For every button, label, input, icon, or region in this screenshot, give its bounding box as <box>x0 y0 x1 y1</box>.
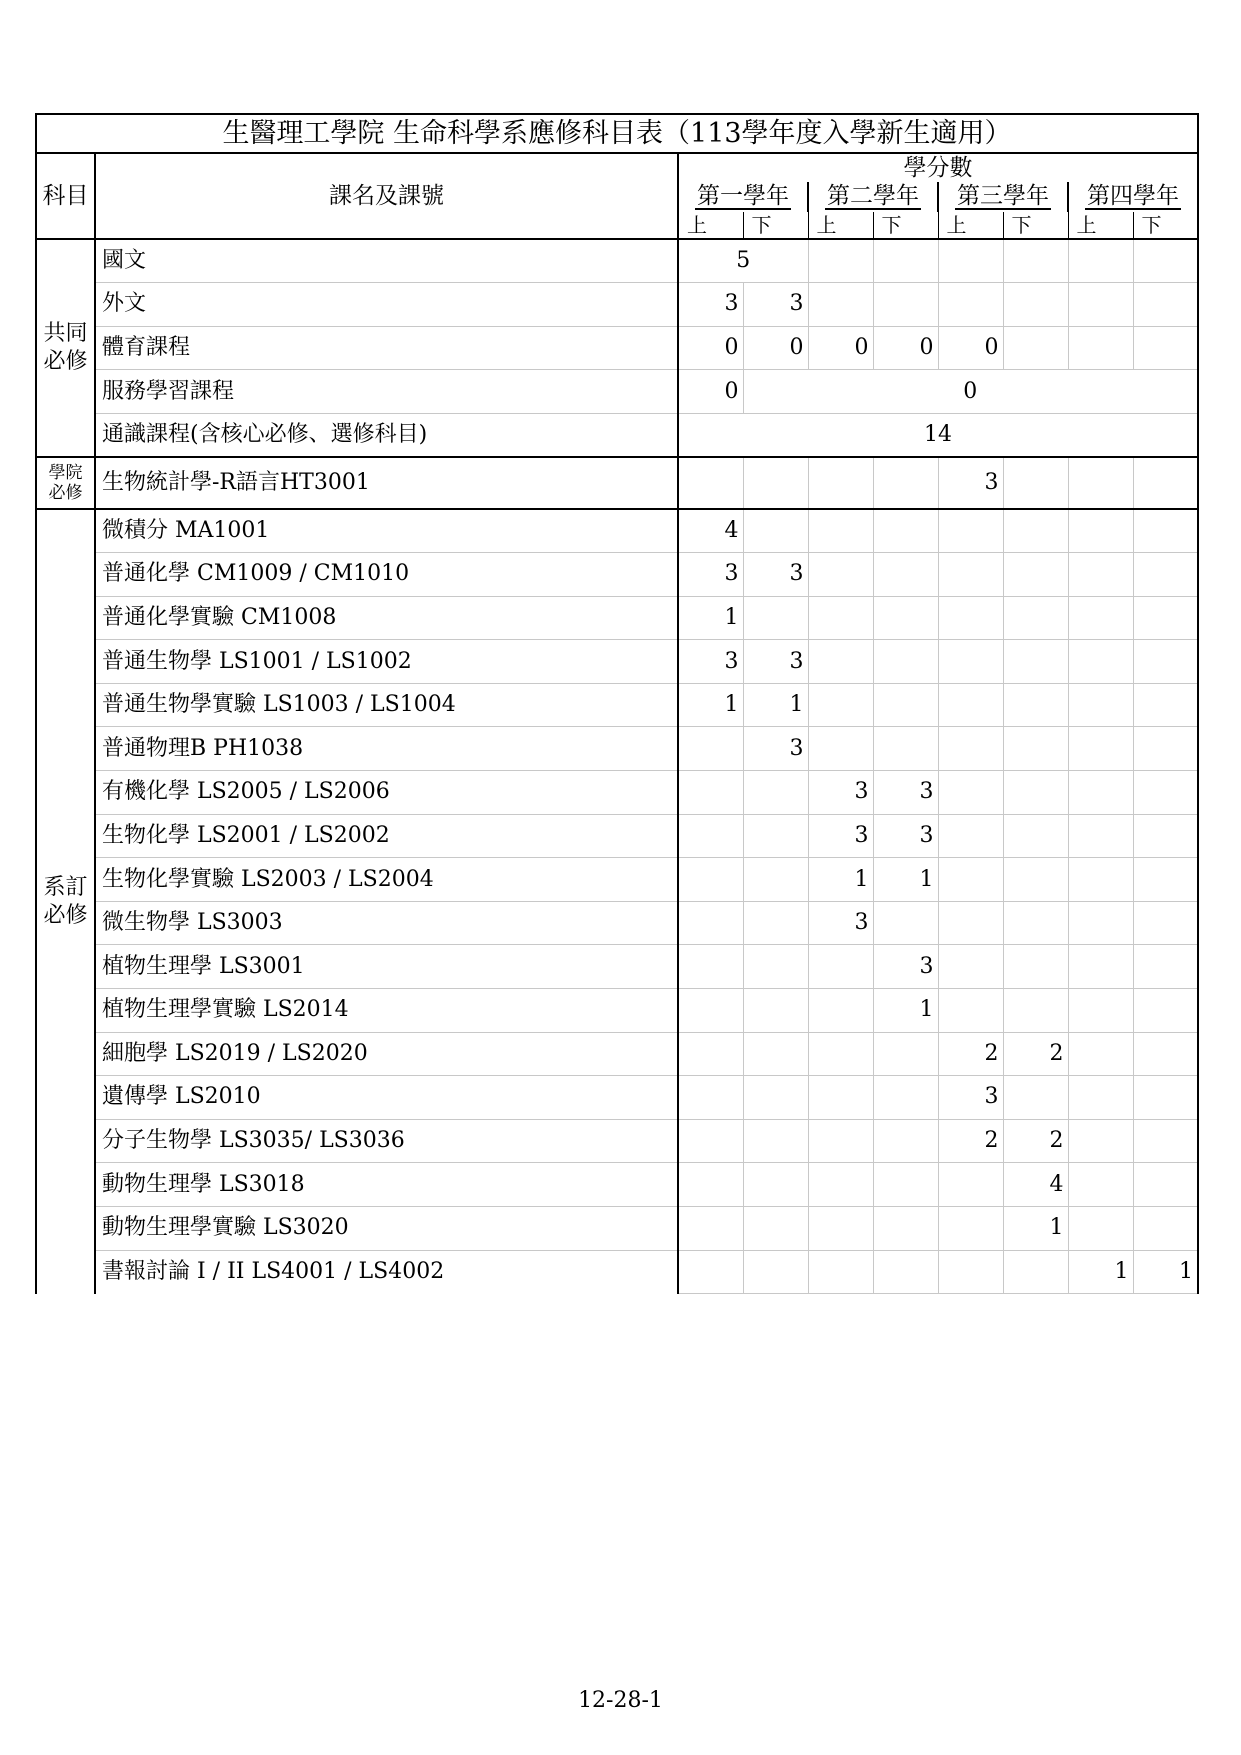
credit-cell: 0 <box>938 326 1003 370</box>
credit-cell <box>1003 1076 1068 1120</box>
credit-cell <box>808 727 873 771</box>
credit-cell <box>678 901 743 945</box>
course-name: 植物生理學 LS3001 <box>95 945 678 989</box>
course-name: 普通生物學 LS1001 / LS1002 <box>95 640 678 684</box>
credit-cell <box>1133 945 1198 989</box>
credit-cell <box>808 1163 873 1207</box>
credit-cell: 3 <box>743 553 808 597</box>
credit-cell <box>1133 1163 1198 1207</box>
credit-cell <box>1003 683 1068 727</box>
year-4-header: 第四學年 <box>1068 182 1198 212</box>
credit-cell <box>678 1163 743 1207</box>
course-name: 體育課程 <box>95 326 678 370</box>
credit-cell <box>873 640 938 684</box>
credit-cell <box>743 457 808 509</box>
course-name: 動物生理學 LS3018 <box>95 1163 678 1207</box>
course-name: 微積分 MA1001 <box>95 509 678 553</box>
credit-cell <box>938 1250 1003 1294</box>
credit-cell <box>938 1163 1003 1207</box>
table-row <box>36 640 1198 684</box>
year-2-header: 第二學年 <box>808 182 938 212</box>
table-row <box>36 945 1198 989</box>
credit-cell <box>938 771 1003 815</box>
credit-cell: 3 <box>808 771 873 815</box>
credit-cell <box>1068 596 1133 640</box>
credit-cell: 0 <box>678 370 743 414</box>
course-rows <box>36 239 1198 1294</box>
semester-header: 下 <box>1003 212 1068 239</box>
credit-cell <box>743 1032 808 1076</box>
year-3-header: 第三學年 <box>938 182 1068 212</box>
credit-cell <box>1068 814 1133 858</box>
credit-cell: 3 <box>873 771 938 815</box>
credit-cell <box>1068 509 1133 553</box>
credit-cell <box>1068 727 1133 771</box>
group-label-line: 學院 <box>48 462 83 483</box>
credit-cell <box>1003 553 1068 597</box>
credit-cell <box>1133 283 1198 327</box>
credit-cell <box>938 553 1003 597</box>
credit-cell <box>1133 683 1198 727</box>
course-name-column-header: 課名及課號 <box>95 153 678 239</box>
credit-cell: 1 <box>808 858 873 902</box>
credit-cell <box>1133 509 1198 553</box>
credit-cell <box>938 1206 1003 1250</box>
course-name: 國文 <box>95 239 678 283</box>
credit-cell-merged: 0 <box>743 370 1198 414</box>
credit-cell <box>1068 945 1133 989</box>
credit-cell <box>808 509 873 553</box>
credit-cell <box>1133 1076 1198 1120</box>
credit-cell <box>1068 1206 1133 1250</box>
credit-cell <box>743 814 808 858</box>
credit-cell <box>1068 1163 1133 1207</box>
credit-cell <box>808 1032 873 1076</box>
credit-cell: 3 <box>808 814 873 858</box>
group-label <box>36 509 95 1294</box>
credit-cell <box>743 1206 808 1250</box>
course-name: 普通化學實驗 CM1008 <box>95 596 678 640</box>
credit-cell: 1 <box>678 596 743 640</box>
credit-cell <box>808 989 873 1033</box>
credit-cell <box>873 509 938 553</box>
credit-cell <box>1133 727 1198 771</box>
credit-cell <box>1133 858 1198 902</box>
page-number: 12-28-1 <box>578 1688 663 1713</box>
credit-cell <box>808 457 873 509</box>
credit-cell <box>1003 771 1068 815</box>
course-name: 通識課程(含核心必修、選修科目) <box>95 413 678 457</box>
credit-cell <box>743 509 808 553</box>
table-row <box>36 1032 1198 1076</box>
credit-cell <box>938 945 1003 989</box>
credit-cell <box>1003 640 1068 684</box>
credit-cell <box>1003 727 1068 771</box>
course-name: 植物生理學實驗 LS2014 <box>95 989 678 1033</box>
credit-cell <box>1068 1032 1133 1076</box>
course-name: 生物統計學-R語言HT3001 <box>95 457 678 509</box>
credit-cell <box>938 683 1003 727</box>
credit-cell <box>678 814 743 858</box>
course-name: 生物化學 LS2001 / LS2002 <box>95 814 678 858</box>
credit-cell <box>678 1032 743 1076</box>
semester-header: 上 <box>1068 212 1133 239</box>
credit-cell: 3 <box>938 457 1003 509</box>
credit-cell <box>938 239 1003 283</box>
credit-cell: 2 <box>938 1032 1003 1076</box>
semester-header: 上 <box>808 212 873 239</box>
semester-header: 下 <box>1133 212 1198 239</box>
semester-header: 上 <box>938 212 1003 239</box>
credit-cell <box>1003 326 1068 370</box>
credit-cell: 1 <box>1133 1250 1198 1294</box>
credit-cell <box>808 1250 873 1294</box>
credit-cell <box>743 771 808 815</box>
credit-cell <box>743 1163 808 1207</box>
course-name: 書報討論 I / II LS4001 / LS4002 <box>95 1250 678 1294</box>
credit-cell-merged: 5 <box>678 239 808 283</box>
credit-cell <box>938 509 1003 553</box>
credit-cell <box>1003 989 1068 1033</box>
credit-cell <box>808 640 873 684</box>
credit-cell <box>1068 239 1133 283</box>
credit-cell <box>938 989 1003 1033</box>
credit-cell: 3 <box>743 727 808 771</box>
credit-cell <box>1003 509 1068 553</box>
table-row <box>36 814 1198 858</box>
course-name: 外文 <box>95 283 678 327</box>
credit-cell: 0 <box>873 326 938 370</box>
group-label-line: 必修 <box>43 902 88 928</box>
table-row <box>36 370 1198 414</box>
credit-cell <box>1133 457 1198 509</box>
credit-cell <box>1003 596 1068 640</box>
table-row <box>36 326 1198 370</box>
table-row <box>36 239 1198 283</box>
credit-cell <box>873 239 938 283</box>
credit-cell <box>1133 771 1198 815</box>
credit-cell: 3 <box>743 283 808 327</box>
group-label-line: 必修 <box>48 482 83 503</box>
credit-cell <box>1068 326 1133 370</box>
credit-cell-merged: 14 <box>678 413 1198 457</box>
credit-cell <box>1003 901 1068 945</box>
credit-cell <box>1003 858 1068 902</box>
credit-cell: 1 <box>743 683 808 727</box>
credit-cell <box>743 858 808 902</box>
table-row <box>36 413 1198 457</box>
credit-cell <box>873 1119 938 1163</box>
credit-cell <box>1133 1119 1198 1163</box>
credit-cell: 4 <box>1003 1163 1068 1207</box>
credit-cell <box>1068 1076 1133 1120</box>
credit-cell: 3 <box>678 553 743 597</box>
course-name: 生物化學實驗 LS2003 / LS2004 <box>95 858 678 902</box>
credit-cell <box>743 945 808 989</box>
credit-cell <box>808 553 873 597</box>
credit-cell: 2 <box>1003 1119 1068 1163</box>
credit-cell <box>808 283 873 327</box>
credits-header: 學分數 <box>678 153 1198 182</box>
group-label-line: 共同 <box>43 321 88 347</box>
credit-cell: 3 <box>938 1076 1003 1120</box>
group-label <box>36 457 95 509</box>
credit-cell <box>1068 283 1133 327</box>
course-requirements-table <box>35 113 1199 1294</box>
credit-cell <box>1133 553 1198 597</box>
credit-cell: 1 <box>873 989 938 1033</box>
credit-cell <box>1068 858 1133 902</box>
year-1-header: 第一學年 <box>678 182 808 212</box>
credit-cell: 2 <box>1003 1032 1068 1076</box>
subject-column-header: 科目 <box>36 153 95 239</box>
credit-cell: 3 <box>873 814 938 858</box>
credit-cell <box>1133 596 1198 640</box>
credit-cell: 2 <box>938 1119 1003 1163</box>
table-row <box>36 901 1198 945</box>
credit-cell: 1 <box>1003 1206 1068 1250</box>
credit-cell <box>1133 1206 1198 1250</box>
credit-cell <box>1133 901 1198 945</box>
course-name: 普通化學 CM1009 / CM1010 <box>95 553 678 597</box>
credit-cell <box>873 901 938 945</box>
table-row <box>36 727 1198 771</box>
table-row <box>36 509 1198 553</box>
credit-cell: 0 <box>743 326 808 370</box>
table-row <box>36 1250 1198 1294</box>
credit-cell <box>808 596 873 640</box>
credit-cell <box>1068 553 1133 597</box>
credit-cell <box>873 683 938 727</box>
credit-cell: 3 <box>873 945 938 989</box>
credit-cell <box>808 1206 873 1250</box>
semester-header: 下 <box>743 212 808 239</box>
credit-cell: 1 <box>678 683 743 727</box>
credit-cell: 4 <box>678 509 743 553</box>
credit-cell <box>873 1206 938 1250</box>
course-name: 有機化學 LS2005 / LS2006 <box>95 771 678 815</box>
credit-cell <box>873 457 938 509</box>
credit-cell: 3 <box>678 640 743 684</box>
credit-cell <box>678 1076 743 1120</box>
credit-cell <box>678 457 743 509</box>
credit-cell <box>1133 239 1198 283</box>
table-title: 生醫理工學院 生命科學系應修科目表（113學年度入學新生適用） <box>36 114 1198 153</box>
course-name: 服務學習課程 <box>95 370 678 414</box>
credit-cell <box>743 596 808 640</box>
credit-cell: 1 <box>873 858 938 902</box>
credit-cell <box>678 1250 743 1294</box>
table-row <box>36 1163 1198 1207</box>
credit-cell <box>808 945 873 989</box>
credit-cell <box>1068 640 1133 684</box>
credit-cell <box>1003 1250 1068 1294</box>
credit-cell <box>678 989 743 1033</box>
group-label-line: 系訂 <box>43 875 88 901</box>
credit-cell <box>743 1076 808 1120</box>
credit-cell <box>808 1076 873 1120</box>
credit-cell <box>873 1076 938 1120</box>
credit-cell <box>938 858 1003 902</box>
credit-cell <box>808 239 873 283</box>
course-name: 細胞學 LS2019 / LS2020 <box>95 1032 678 1076</box>
course-name: 微生物學 LS3003 <box>95 901 678 945</box>
credit-cell <box>1133 989 1198 1033</box>
table-row <box>36 457 1198 509</box>
credit-cell <box>938 596 1003 640</box>
credit-cell: 0 <box>678 326 743 370</box>
credit-cell <box>743 1119 808 1163</box>
credit-cell <box>743 901 808 945</box>
credit-cell <box>1068 989 1133 1033</box>
credit-cell <box>1068 1119 1133 1163</box>
credit-cell <box>678 1119 743 1163</box>
course-name: 普通物理B PH1038 <box>95 727 678 771</box>
credit-cell <box>1003 239 1068 283</box>
credit-cell <box>1133 326 1198 370</box>
credit-cell <box>938 814 1003 858</box>
table-row <box>36 596 1198 640</box>
table-row <box>36 771 1198 815</box>
credit-cell <box>873 553 938 597</box>
credit-cell <box>1003 457 1068 509</box>
table-row <box>36 1206 1198 1250</box>
credit-cell <box>1133 1032 1198 1076</box>
credit-cell <box>1003 814 1068 858</box>
course-name: 普通生物學實驗 LS1003 / LS1004 <box>95 683 678 727</box>
table-row <box>36 553 1198 597</box>
course-name: 分子生物學 LS3035/ LS3036 <box>95 1119 678 1163</box>
credit-cell <box>873 283 938 327</box>
credit-cell: 3 <box>678 283 743 327</box>
credit-cell <box>1068 457 1133 509</box>
group-label <box>36 239 95 457</box>
credit-cell <box>808 1119 873 1163</box>
credit-cell <box>743 1250 808 1294</box>
credit-cell <box>873 1250 938 1294</box>
credit-cell <box>1003 283 1068 327</box>
semester-header: 下 <box>873 212 938 239</box>
credit-cell <box>873 1032 938 1076</box>
credit-cell <box>938 727 1003 771</box>
table-row <box>36 989 1198 1033</box>
credit-cell <box>1068 683 1133 727</box>
course-name: 動物生理學實驗 LS3020 <box>95 1206 678 1250</box>
credit-cell <box>873 596 938 640</box>
credit-cell <box>678 945 743 989</box>
credit-cell <box>1068 771 1133 815</box>
credit-cell <box>938 901 1003 945</box>
credit-cell: 3 <box>743 640 808 684</box>
table-row <box>36 683 1198 727</box>
credit-cell <box>678 771 743 815</box>
credit-cell: 1 <box>1068 1250 1133 1294</box>
credit-cell <box>1068 901 1133 945</box>
credit-cell <box>743 989 808 1033</box>
credit-cell <box>678 727 743 771</box>
semester-header: 上 <box>678 212 743 239</box>
credit-cell <box>678 858 743 902</box>
credit-cell <box>938 283 1003 327</box>
credit-cell <box>1003 945 1068 989</box>
credit-cell: 3 <box>808 901 873 945</box>
credit-cell <box>1133 814 1198 858</box>
table-row <box>36 1119 1198 1163</box>
credit-cell <box>873 727 938 771</box>
credit-cell <box>938 640 1003 684</box>
course-name: 遺傳學 LS2010 <box>95 1076 678 1120</box>
table-row <box>36 858 1198 902</box>
credit-cell <box>678 1206 743 1250</box>
credit-cell <box>808 683 873 727</box>
credit-cell <box>1133 640 1198 684</box>
table-row <box>36 1076 1198 1120</box>
credit-cell <box>873 1163 938 1207</box>
credit-cell: 0 <box>808 326 873 370</box>
group-label-line: 必修 <box>43 348 88 374</box>
table-row <box>36 283 1198 327</box>
